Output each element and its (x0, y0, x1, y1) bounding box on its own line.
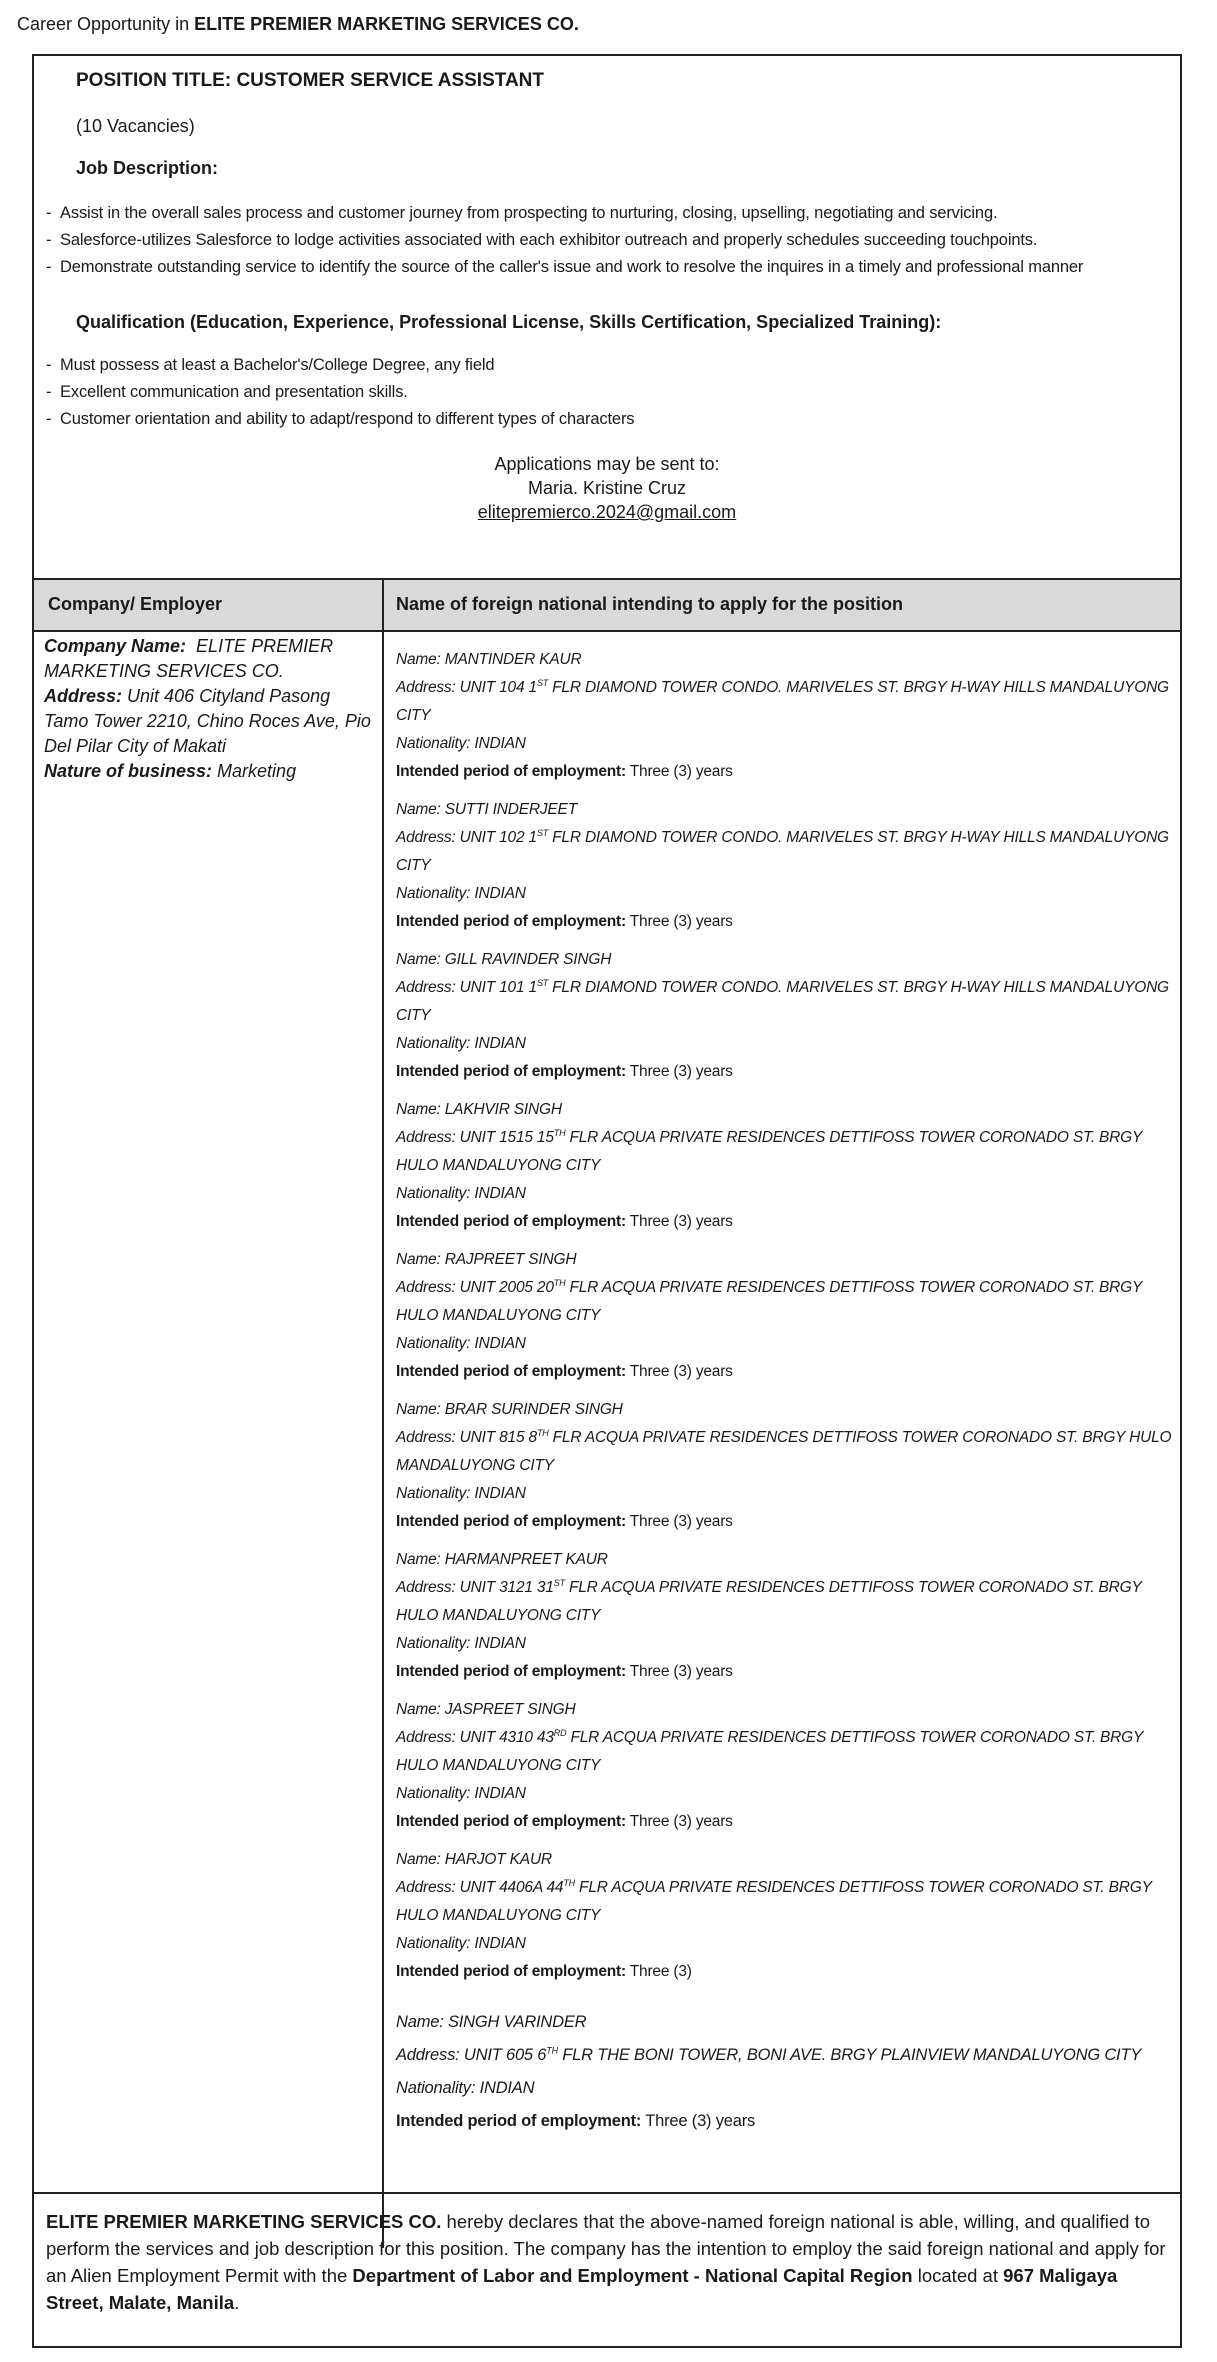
national-name: Name: JASPREET SINGH (396, 1701, 576, 1718)
national-nationality: Nationality: INDIAN (396, 1035, 526, 1052)
application-block (34, 452, 1180, 524)
job-description-heading: Job Description: (76, 158, 219, 178)
national-period: Intended period of employment: Three (3) years (396, 1513, 733, 1530)
national-address: Address: UNIT 2005 20TH FLR ACQUA PRIVATE RESIDENCES DETTIFOSS TOWER CORONADO ST. BRGY HULO MANDALUYONG CITY (396, 1277, 1142, 1324)
national-address: Address: UNIT 102 1ST FLR DIAMOND TOWER CONDO. MARIVELES ST. BRGY H-WAY HILLS MANDALUYONG CITY (396, 827, 1169, 874)
declaration-text: located at (912, 2265, 1004, 2286)
national-nationality: Nationality: INDIAN (396, 1485, 526, 1502)
company-name: ELITE PREMIER MARKETING SERVICES CO. (44, 636, 334, 681)
position-section (34, 56, 1180, 578)
declaration-location: 967 Maligaya Street, Malate, Manila (46, 2265, 1118, 2313)
list-item: - Demonstrate outstanding service to identify the source of the caller's issue and work to resolve the inquires in a timely and professional manner (46, 258, 1084, 276)
national-address: Address: UNIT 4310 43RD FLR ACQUA PRIVATE RESIDENCES DETTIFOSS TOWER CORONADO ST. BRGY HULO MANDALUYONG CITY (396, 1727, 1143, 1774)
company-name-label: Company Name: (44, 636, 187, 656)
national-entry (396, 1846, 1180, 1996)
national-entry (396, 1096, 1180, 1246)
national-address: Address: UNIT 3121 31ST FLR ACQUA PRIVATE RESIDENCES DETTIFOSS TOWER CORONADO ST. BRGY HULO MANDALUYONG CITY (396, 1577, 1142, 1624)
header-company: ELITE PREMIER MARKETING SERVICES CO. (194, 14, 579, 34)
national-nationality: Nationality: INDIAN (396, 1635, 526, 1652)
column-divider (382, 578, 384, 2248)
nationals-list (396, 646, 1180, 2156)
application-line: Applications may be sent to: (494, 454, 720, 474)
national-address: Address: UNIT 101 1ST FLR DIAMOND TOWER CONDO. MARIVELES ST. BRGY H-WAY HILLS MANDALUYONG CITY (396, 977, 1169, 1024)
national-address: Address: UNIT 1515 15TH FLR ACQUA PRIVATE RESIDENCES DETTIFOSS TOWER CORONADO ST. BRGY HULO MANDALUYONG CITY (396, 1127, 1142, 1174)
national-period: Intended period of employment: Three (3) years (396, 1813, 733, 1830)
national-address: Address: UNIT 4406A 44TH FLR ACQUA PRIVATE RESIDENCES DETTIFOSS TOWER CORONADO ST. BRGY HULO MANDALUYONG CITY (396, 1877, 1152, 1924)
national-period: Intended period of employment: Three (3) years (396, 1363, 733, 1380)
national-name: Name: HARJOT KAUR (396, 1851, 552, 1868)
national-address: Address: UNIT 104 1ST FLR DIAMOND TOWER CONDO. MARIVELES ST. BRGY H-WAY HILLS MANDALUYONG CITY (396, 677, 1169, 724)
national-nationality: Nationality: INDIAN (396, 1935, 526, 1952)
business-value: Marketing (217, 761, 297, 781)
email-link[interactable]: elitepremierco.2024@gmail.com (477, 502, 737, 522)
header-prefix: Career Opportunity in (17, 14, 190, 34)
list-item: - Salesforce-utilizes Salesforce to lodge activities associated with each exhibitor outreach and properly schedules succeeding touchpoints. (46, 231, 1038, 249)
business-label: Nature of business: (44, 761, 213, 781)
national-address: Address: UNIT 605 6TH FLR THE BONI TOWER, BONI AVE. BRGY PLAINVIEW MANDALUYONG CITY (396, 2045, 1142, 2064)
national-address: Address: UNIT 815 8TH FLR ACQUA PRIVATE RESIDENCES DETTIFOSS TOWER CORONADO ST. BRGY HULO MANDALUYONG CITY (396, 1427, 1172, 1474)
declaration-agency: Department of Labor and Employment - National Capital Region (352, 2265, 913, 2286)
column-header-company: Company/ Employer (48, 594, 223, 614)
company-address-label: Address: (44, 686, 123, 706)
column-header-name: Name of foreign national intending to apply for the position (396, 594, 903, 614)
qualification-heading: Qualification (Education, Experience, Professional License, Skills Certification, Specialized Training): (76, 312, 942, 332)
company-address: Unit 406 Cityland Pasong Tamo Tower 2210, Chino Roces Ave, Pio Del Pilar City of Makati (44, 686, 371, 756)
contact-name: Maria. Kristine Cruz (527, 478, 687, 498)
declaration-text: hereby declares that the above-named foreign national is able, willing, and qualified to perform the services and job description for this position. The company has the intention to employ the said foreign national and apply for an Alien Employment Permit with the (46, 2211, 1166, 2286)
national-entry (396, 646, 1180, 796)
national-nationality: Nationality: INDIAN (396, 1785, 526, 1802)
national-entry (396, 1246, 1180, 1396)
qualification-list (46, 352, 1180, 433)
list-item: - Assist in the overall sales process and customer journey from prospecting to nurturing, closing, upselling, negotiating and servicing. (46, 204, 998, 222)
ad-frame (32, 54, 1182, 2348)
national-entry (396, 1546, 1180, 1696)
list-item: - Excellent communication and presentation skills. (46, 383, 408, 401)
national-period: Intended period of employment: Three (3) years (396, 1213, 733, 1230)
national-name: Name: MANTINDER KAUR (396, 651, 582, 668)
national-name: Name: SUTTI INDERJEET (396, 801, 577, 818)
position-title: POSITION TITLE: CUSTOMER SERVICE ASSISTANT (76, 70, 545, 91)
list-item: - Customer orientation and ability to adapt/respond to different types of characters (46, 410, 635, 428)
national-nationality: Nationality: INDIAN (396, 1335, 526, 1352)
job-description-list (46, 200, 1180, 281)
national-period: Intended period of employment: Three (3) years (396, 913, 733, 930)
national-nationality: Nationality: INDIAN (396, 885, 526, 902)
declaration-text: . (234, 2292, 240, 2313)
declaration (34, 2192, 1180, 2346)
national-name: Name: BRAR SURINDER SINGH (396, 1401, 623, 1418)
national-name: Name: SINGH VARINDER (396, 2013, 587, 2031)
table-header (34, 578, 1180, 632)
national-name: Name: LAKHVIR SINGH (396, 1101, 562, 1118)
list-item: - Must possess at least a Bachelor's/College Degree, any field (46, 356, 495, 374)
national-entry (396, 946, 1180, 1096)
page-header (17, 14, 579, 35)
national-name: Name: RAJPREET SINGH (396, 1251, 577, 1268)
national-entry (396, 1696, 1180, 1846)
national-entry (396, 2006, 1180, 2156)
national-name: Name: GILL RAVINDER SINGH (396, 951, 612, 968)
national-entry (396, 796, 1180, 946)
national-name: Name: HARMANPREET KAUR (396, 1551, 608, 1568)
company-cell (44, 634, 374, 784)
national-period: Intended period of employment: Three (3) (396, 1963, 692, 1980)
national-period: Intended period of employment: Three (3) years (396, 1663, 733, 1680)
national-period: Intended period of employment: Three (3) years (396, 2112, 756, 2130)
vacancies: (10 Vacancies) (76, 116, 195, 136)
national-period: Intended period of employment: Three (3) years (396, 1063, 733, 1080)
national-nationality: Nationality: INDIAN (396, 735, 526, 752)
national-nationality: Nationality: INDIAN (396, 1185, 526, 1202)
national-nationality: Nationality: INDIAN (396, 2079, 535, 2097)
national-entry (396, 1396, 1180, 1546)
national-period: Intended period of employment: Three (3) years (396, 763, 733, 780)
declaration-company: ELITE PREMIER MARKETING SERVICES CO. (46, 2211, 442, 2232)
